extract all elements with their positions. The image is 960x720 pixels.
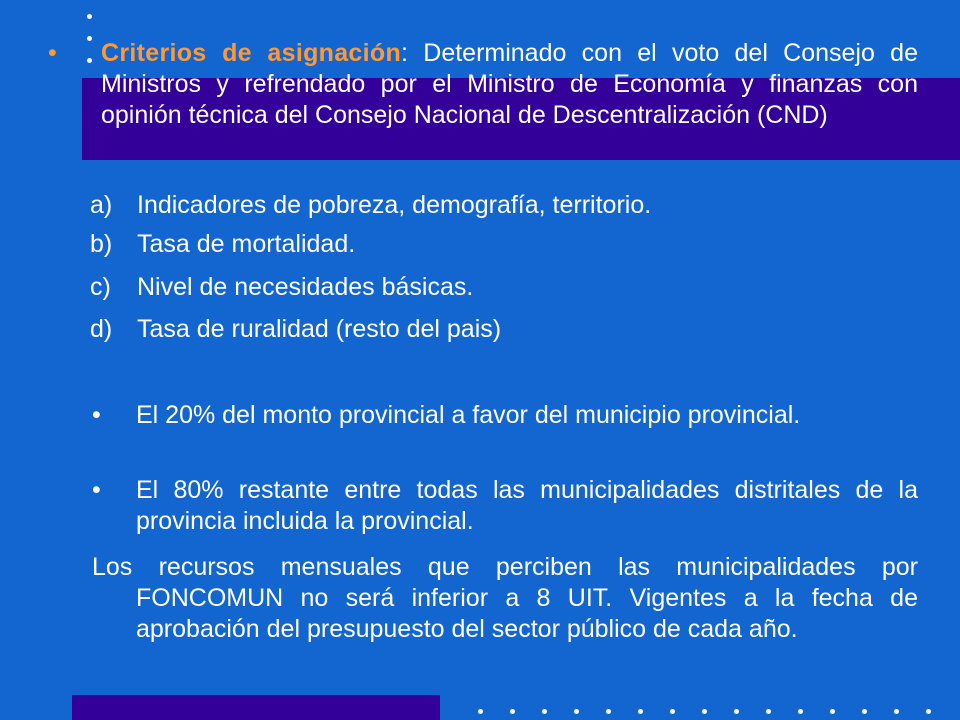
criteria-marker-a: a): [90, 191, 113, 219]
distribution-item-1: El 20% del monto provincial a favor del municipio provincial.: [136, 401, 801, 429]
intro-paragraph: [101, 38, 918, 131]
distribution-bullet-2: •: [92, 476, 101, 504]
criteria-item-a: Indicadores de pobreza, demografía, territorio.: [137, 191, 652, 219]
intro-text: del Consejo de Ministros y refrendado por el Ministro de Economía y finanzas con opinión técnica del Consejo Nacional de Descentralización (CND): [101, 39, 918, 129]
decorative-dot: [766, 709, 771, 714]
decorative-dot: [862, 709, 867, 714]
decorative-dot: [606, 709, 611, 714]
intro-separator: :: [401, 39, 408, 67]
criteria-item-b: Tasa de mortalidad.: [137, 230, 356, 258]
distribution-item-2: El 80% restante entre todas las municipalidades distritales de la provincia incluida la provincial.: [136, 476, 918, 535]
decorative-dot: [478, 709, 483, 714]
intro-text-line1: Determinado con el voto: [407, 39, 720, 67]
decorative-dot: [894, 709, 899, 714]
decorative-dot: [510, 709, 515, 714]
intro-heading: Criterios de asignación: [101, 39, 402, 67]
criteria-item-d: Tasa de ruralidad (resto del pais): [137, 315, 502, 343]
decorative-dot: [670, 709, 675, 714]
criteria-marker-d: d): [90, 315, 113, 343]
closing-paragraph: Los recursos mensuales que perciben las municipalidades por FONCOMUN no será inferior a 8 UIT. Vigentes a la fecha de aprobación del presupuesto del sector público de cada año.: [92, 553, 918, 643]
decorative-dot: [87, 36, 92, 41]
decorative-dot: [734, 709, 739, 714]
criteria-marker-c: c): [90, 273, 111, 301]
decorative-dot: [926, 709, 931, 714]
decorative-dot: [542, 709, 547, 714]
distribution-bullet-1: •: [92, 401, 101, 429]
intro-bullet: •: [48, 39, 57, 67]
decorative-dot: [638, 709, 643, 714]
decorative-dot: [830, 709, 835, 714]
decorative-dot: [87, 14, 92, 19]
decorative-band-bottom: [72, 695, 440, 720]
decorative-dot: [798, 709, 803, 714]
decorative-dot: [87, 58, 92, 63]
decorative-dot: [702, 709, 707, 714]
decorative-dot: [574, 709, 579, 714]
criteria-marker-b: b): [90, 230, 113, 258]
criteria-item-c: Nivel de necesidades básicas.: [137, 273, 474, 301]
